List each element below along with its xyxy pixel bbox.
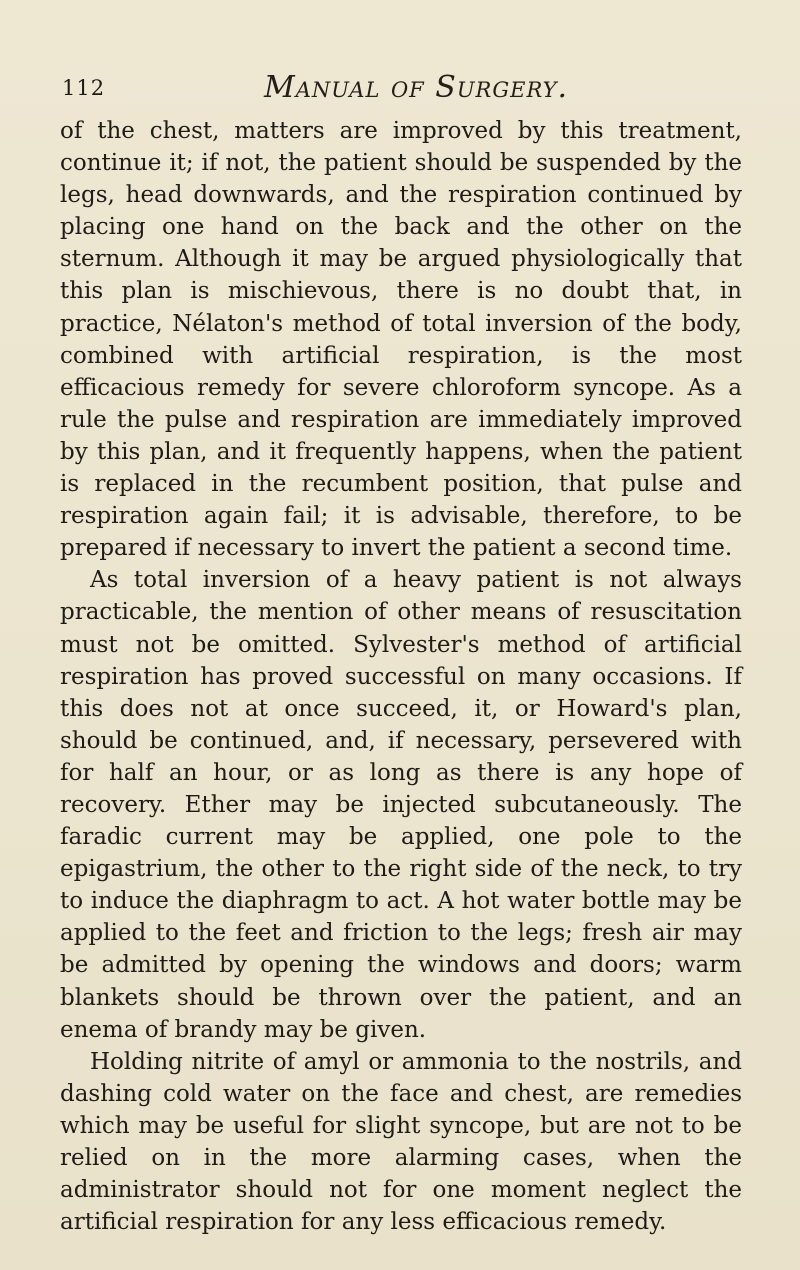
paragraph-1: of the chest, matters are improved by this treatment, continue it; if not, the patient should be suspended by the legs, head downwards, and the respiration continued by placing one hand on the back and the other on the sternum. Although it may be argued physiologically that this plan is mischievous, there is no doubt that, in practice, Nélaton's method of total inversion of the body, combined with artificial respiration, is the most efficacious remedy for severe chloroform syncope. As a rule the pulse and respiration are immediately improved by this plan, and it frequently happens, when the patient is replaced in the recumbent position, that pulse and respiration again fail; it is advisable, therefore, to be prepared if necessary to invert the patient a second time.: [60, 118, 742, 562]
page-header: [62, 70, 738, 110]
body-text: [60, 115, 742, 1238]
paragraph-3: Holding nitrite of amyl or ammonia to the nostrils, and dashing cold water on the face and chest, are remedies which may be useful for slight syncope, but are not to be relied on in the more alarming cases, when the administrator should not for one moment neglect the artificial respiration for any less efficacious remedy.: [60, 1048, 742, 1236]
running-title: Manual of Surgery.: [264, 70, 569, 105]
page-number: 112: [62, 76, 106, 100]
paragraph-2: As total inversion of a heavy patient is not always practicable, the mention of other means of resuscitation must not be omitted. Sylvester's method of artificial respiration has proved successful on many occasions. If this does not at once succeed, it, or Howard's plan, should be continued, and, if necessary, persevered with for half an hour, or as long as there is any hope of recovery. Ether may be injected subcutaneously. The faradic current may be applied, one pole to the epigastrium, the other to the right side of the neck, to try to induce the diaphragm to act. A hot water bottle may be applied to the feet and friction to the legs; fresh air may be admitted by opening the windows and doors; warm blankets should be thrown over the patient, and an enema of brandy may be given.: [60, 567, 742, 1043]
